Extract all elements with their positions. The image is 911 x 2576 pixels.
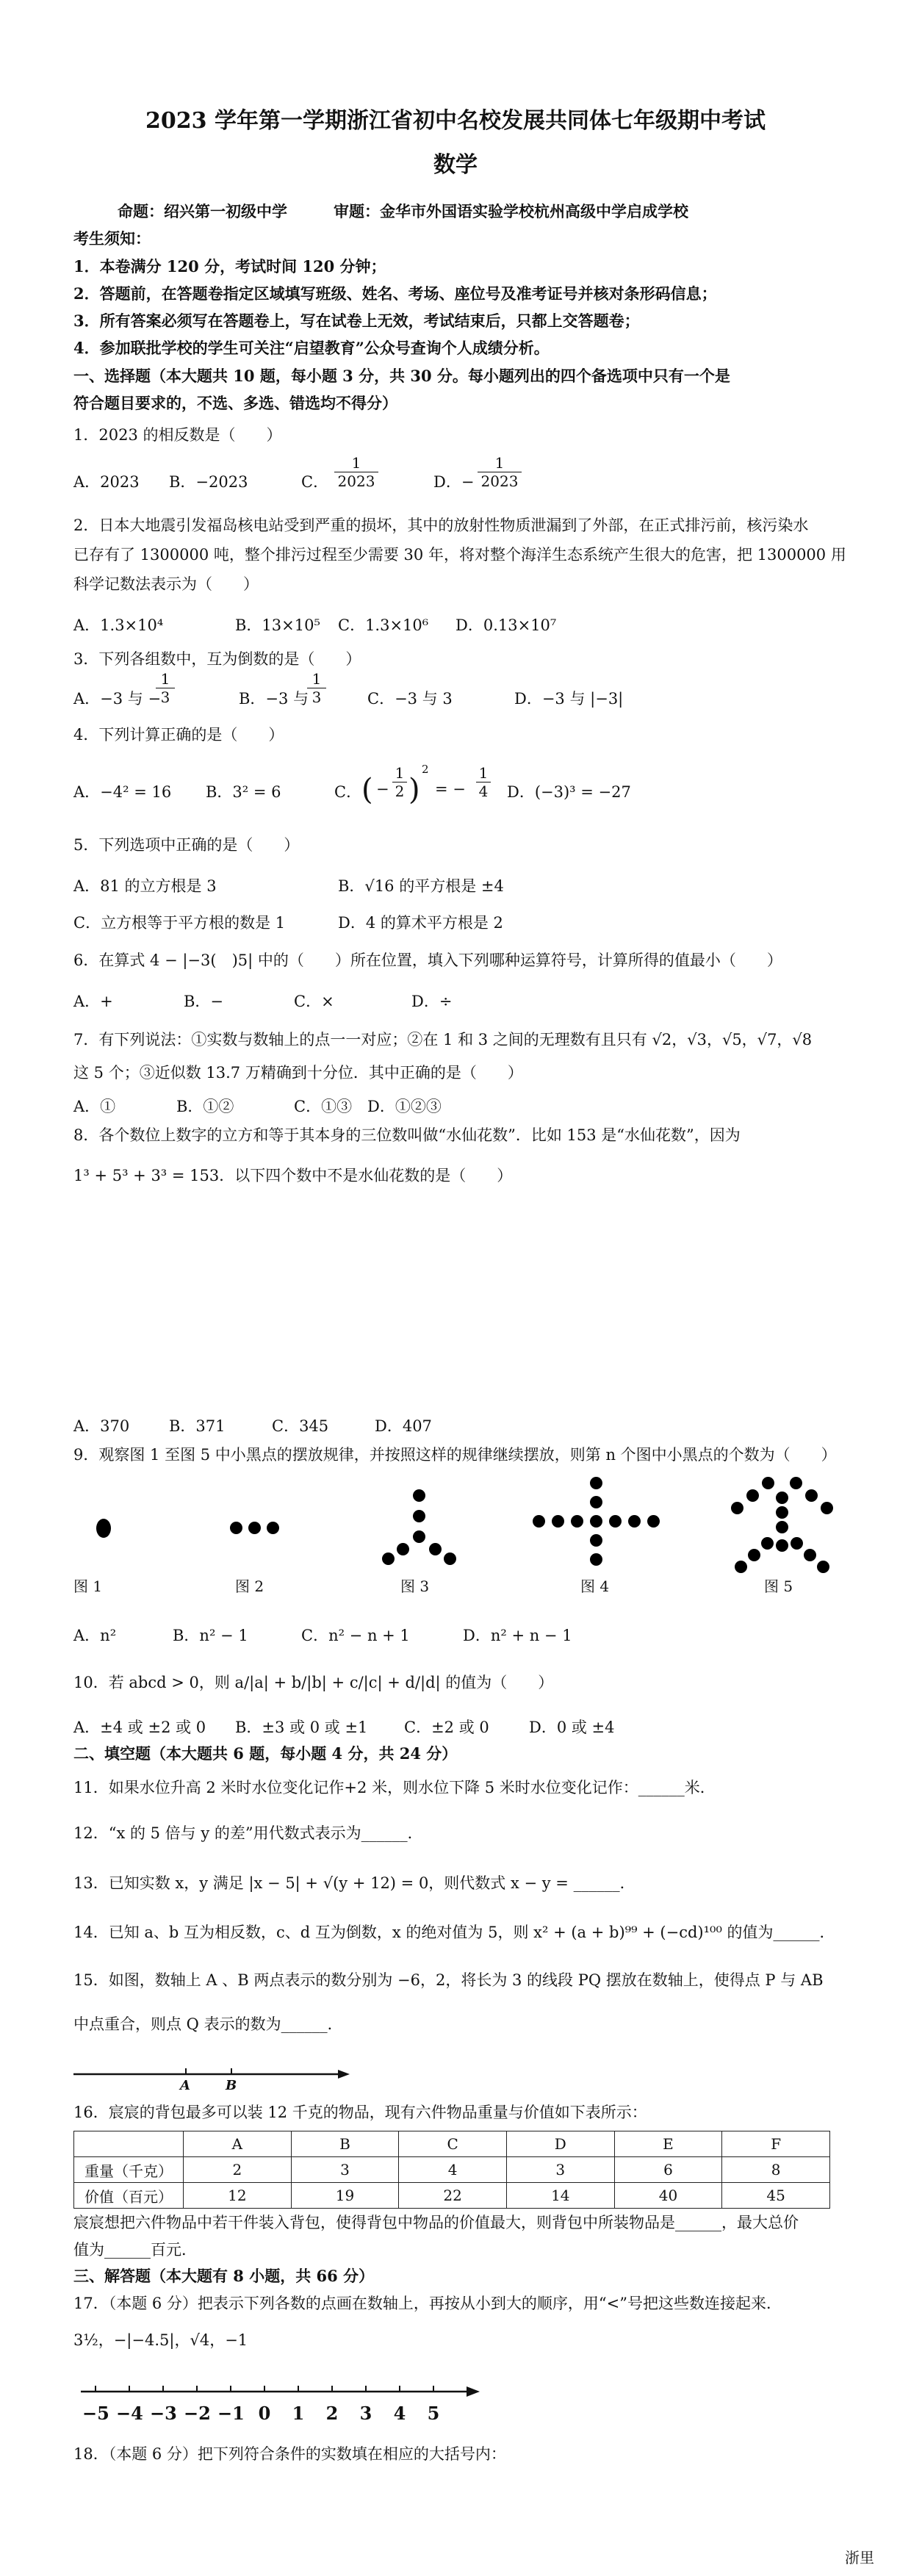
figure-5-dot [805, 1489, 818, 1502]
table-cell: F [722, 2131, 830, 2157]
question-8-cont: 1³ + 5³ + 3³ = 153．以下四个数中不是水仙花数的是（ ） [73, 1167, 513, 1184]
fraction-numerator: 1 [312, 670, 322, 688]
table-cell: 4 [399, 2157, 507, 2183]
axis-tick-label: −1 [217, 2403, 245, 2424]
q17-numbers: 3½，−|−4.5|，√4，−1 [73, 2331, 248, 2349]
fraction-denominator: 3 [307, 688, 326, 706]
axis-tick-label: 4 [393, 2403, 406, 2424]
question-3: 3．下列各组数中，互为倒数的是（ ） [73, 650, 361, 668]
figure-5-dot [776, 1539, 788, 1552]
axis-tick-label: −2 [184, 2403, 211, 2424]
q8-option-c: C．345 [272, 1417, 329, 1435]
figure-5-dot [776, 1506, 788, 1519]
q3-option-b: B．−3 与 [239, 690, 309, 708]
axis-tick-label: 1 [292, 2403, 305, 2424]
q17-number-line [73, 2377, 485, 2406]
axis-tick-label: −3 [150, 2403, 177, 2424]
figure-4-dot [552, 1515, 564, 1528]
question-5: 5．下列选项中正确的是（ ） [73, 836, 300, 854]
table-row [74, 2183, 830, 2209]
figure-4-dot [590, 1477, 602, 1489]
figure-4-dot [609, 1515, 622, 1528]
q5-option-b: B．√16 的平方根是 ±4 [338, 877, 504, 895]
q10-option-b: B．±3 或 0 或 ±1 [235, 1719, 368, 1736]
figure-2-dot [230, 1522, 242, 1534]
q10-option-d: D．0 或 ±4 [529, 1719, 615, 1736]
question-9: 9．观察图 1 至图 5 中小黑点的摆放规律，并按照这样的规律继续摆放，则第 n 个图中小黑点的个数为（ ） [73, 1446, 837, 1464]
notice-item: 3．所有答案必须写在答题卷上，写在试卷上无效，考试结束后，只都上交答题卷； [73, 312, 640, 330]
q9-option-d: D．n² + n − 1 [463, 1627, 572, 1644]
q5-option-d: D．4 的算术平方根是 2 [338, 914, 503, 932]
question-15-cont: 中点重合，则点 Q 表示的数为______． [73, 2015, 343, 2033]
section2-heading: 二、填空题（本大题共 6 题，每小题 4 分，共 24 分） [73, 1744, 458, 1763]
q6-option-b: B．− [184, 993, 224, 1010]
question-16-cont: 值为______百元． [73, 2241, 197, 2259]
table-cell: 14 [506, 2183, 614, 2209]
axis-arrow [338, 2070, 350, 2079]
table-cell: 40 [614, 2183, 722, 2209]
q1-fraction-d [478, 454, 522, 490]
table-cell: 价值（百元） [74, 2183, 184, 2209]
table-cell [74, 2131, 184, 2157]
q7-option-a: A．① [73, 1098, 116, 1115]
question-14: 14．已知 a、b 互为相反数，c、d 互为倒数，x 的绝对值为 5，则 x² + (a + b)⁹⁹ + (−cd)¹⁰⁰ 的值为______． [73, 1924, 835, 1941]
question-2-cont: 科学记数法表示为（ ） [73, 575, 259, 593]
table-cell: 22 [399, 2183, 507, 2209]
q8-option-d: D．407 [375, 1417, 432, 1435]
table-cell: 19 [291, 2183, 399, 2209]
axis-tick-label: −4 [116, 2403, 143, 2424]
table-cell: 3 [506, 2157, 614, 2183]
question-17: 17．（本题 6 分）把表示下列各数的点画在数轴上，再按从小到大的顺序，用“<”号把这些数连接起来． [73, 2295, 782, 2312]
figure-4-dot [590, 1496, 602, 1508]
q4-fraction-c-rhs [476, 764, 491, 800]
q1-option-d: D．− [433, 473, 475, 491]
q3-option-d: D．−3 与 |−3| [514, 690, 624, 708]
q4-exponent: 2 [422, 763, 429, 776]
q17-tick-labels [73, 2403, 485, 2432]
fraction-numerator: 1 [160, 670, 170, 688]
figure-5-dot [804, 1549, 816, 1561]
axis-arrow [467, 2386, 480, 2397]
fraction-denominator: 2023 [478, 472, 522, 490]
table-cell: 2 [184, 2157, 292, 2183]
q4-option-b: B．3² = 6 [206, 783, 281, 801]
fraction-numerator: 1 [478, 764, 489, 782]
figure-3-dot [413, 1510, 425, 1522]
figure-3-dot [413, 1489, 425, 1502]
question-13: 13．已知实数 x，y 满足 |x − 5| + √(y + 12) = 0，则代数式 x − y = ______． [73, 1874, 635, 1892]
question-8: 8．各个数位上数字的立方和等于其本身的三位数叫做“水仙花数”．比如 153 是“水仙花数”，因为 [73, 1126, 741, 1144]
figure-4-dot [590, 1515, 602, 1528]
q6-option-c: C．× [294, 993, 334, 1010]
fraction-numerator: 1 [494, 454, 505, 472]
figure-4-dot [628, 1515, 641, 1528]
q6-option-a: A．+ [73, 993, 113, 1010]
axis-tick-label: −5 [82, 2403, 109, 2424]
question-7: 7．有下列说法：①实数与数轴上的点一一对应；②在 1 和 3 之间的无理数有且只有 √2，√3，√5，√7，√8 [73, 1031, 813, 1048]
question-16-cont: 宸宸想把六件物品中若干件装入背包，使得背包中物品的价值最大，则背包中所装物品是______，最大总价 [73, 2214, 799, 2231]
question-16: 16．宸宸的背包最多可以装 12 千克的物品，现有六件物品重量与价值如下表所示： [73, 2104, 647, 2121]
notice-item: 4．参加联批学校的学生可关注“启望教育”公众号查询个人成绩分析。 [73, 339, 550, 357]
q2-option-c: C．1.3×10⁶ [338, 616, 429, 634]
figure-5-dot [762, 1477, 774, 1489]
figure-5-dot [791, 1537, 803, 1550]
figure-4-dot [533, 1515, 545, 1528]
q2-option-b: B．13×10⁵ [235, 616, 320, 634]
question-15: 15．如图，数轴上 A 、B 两点表示的数分别为 −6，2，将长为 3 的线段 PQ 摆放在数轴上，使得点 P 与 AB [73, 1971, 824, 1989]
figure-3-dot [444, 1553, 456, 1565]
q15-number-line [73, 2061, 353, 2098]
table-cell: 8 [722, 2157, 830, 2183]
point-a-label: A [180, 2078, 190, 2093]
axis-tick-label: 0 [258, 2403, 271, 2424]
section1-heading: 一、选择题（本大题共 10 题，每小题 3 分，共 30 分。每小题列出的四个备选项中只有一个是 [73, 367, 730, 385]
figure-5-dot [776, 1492, 788, 1504]
q4-fraction-c [392, 764, 407, 800]
subject-title: 数学 [433, 152, 478, 178]
q3-option-a: A．−3 与 − [73, 690, 162, 708]
q5-option-c: C．立方根等于平方根的数是 1 [73, 914, 286, 932]
section1-heading-cont: 符合题目要求的，不选、多选、错选均不得分） [73, 394, 397, 412]
q1-fraction-c [334, 454, 378, 490]
fraction-denominator: 3 [156, 688, 175, 706]
q8-option-b: B．371 [169, 1417, 226, 1435]
q4-c-rhs: = − [435, 780, 466, 798]
table-cell: B [291, 2131, 399, 2157]
q7-option-b: B．①② [176, 1098, 234, 1115]
figure-3-dot [397, 1543, 409, 1555]
section3-heading: 三、解答题（本大题有 8 小题，共 66 分） [73, 2267, 375, 2285]
table-cell: 6 [614, 2157, 722, 2183]
axis-tick-label: 2 [325, 2403, 339, 2424]
question-2: 2．日本大地震引发福岛核电站受到严重的损坏，其中的放射性物质泄漏到了外部，在正式排污前，核污染水 [73, 517, 809, 534]
figure-5-dot [746, 1489, 759, 1502]
q3-option-c: C．−3 与 3 [367, 690, 453, 708]
q2-option-a: A．1.3×10⁴ [73, 616, 164, 634]
figure-4-dot [571, 1515, 583, 1528]
figure-1-caption: 图 1 [73, 1577, 103, 1595]
figure-5-dot [735, 1561, 747, 1573]
table-cell: A [184, 2131, 292, 2157]
q3-fraction-b [307, 670, 326, 706]
q9-option-c: C．n² − n + 1 [301, 1627, 410, 1644]
figure-5-dot [776, 1521, 788, 1533]
figure-5-dot [761, 1537, 774, 1550]
table-cell: D [506, 2131, 614, 2157]
q4-option-d: D．(−3)³ = −27 [507, 783, 631, 801]
figure-3-caption: 图 3 [400, 1577, 430, 1595]
q4-paren-close: ) [408, 773, 420, 807]
q4-option-a: A．−4² = 16 [73, 783, 172, 801]
axis-tick-label: 3 [359, 2403, 372, 2424]
fraction-denominator: 4 [476, 782, 491, 800]
figure-5-dot [748, 1549, 760, 1561]
figure-4-dot [590, 1553, 602, 1566]
figure-5-dot [817, 1561, 829, 1573]
q8-option-a: A．370 [73, 1417, 130, 1435]
q4-option-c: C． [334, 783, 362, 801]
q7-option-d: D．①②③ [367, 1098, 442, 1115]
figure-4-dot [590, 1534, 602, 1547]
question-6: 6．在算式 4 − |−3( )5| 中的（ ）所在位置，填入下列哪种运算符号，计算所得的值最小（ ） [73, 951, 782, 969]
figure-3-dot [429, 1543, 442, 1555]
fraction-denominator: 2023 [334, 472, 378, 490]
q4-c-minus: − [376, 780, 389, 798]
q7-option-c: C．①③ [294, 1098, 353, 1115]
figure-3-dot [413, 1530, 425, 1543]
q9-option-a: A．n² [73, 1627, 117, 1644]
question-10: 10．若 abcd > 0，则 a/|a| + b/|b| + c/|c| + d/|d| 的值为（ ） [73, 1674, 554, 1691]
q10-option-a: A．±4 或 ±2 或 0 [73, 1719, 206, 1736]
fraction-numerator: 1 [351, 454, 361, 472]
q6-option-d: D．÷ [411, 993, 453, 1010]
q5-option-a: A．81 的立方根是 3 [73, 877, 217, 895]
figure-5-dot [790, 1477, 802, 1489]
q4-paren-open: ( [361, 773, 373, 807]
fraction-denominator: 2 [392, 782, 407, 800]
author-line: 命题：绍兴第一初级中学 审题：金华市外国语实验学校杭州高级中学启成学校 [118, 202, 688, 220]
question-2-cont: 已存有了 1300000 吨，整个排污过程至少需要 30 年，将对整个海洋生态系统产生很大的危害，把 1300000 用 [73, 546, 846, 564]
question-18: 18．（本题 6 分）把下列符合条件的实数填在相应的大括号内： [73, 2445, 506, 2463]
figure-5-dot [731, 1502, 743, 1514]
fraction-numerator: 1 [395, 764, 405, 782]
q10-option-c: C．±2 或 0 [404, 1719, 489, 1736]
figure-4-caption: 图 4 [580, 1577, 610, 1595]
exam-title: 2023 学年第一学期浙江省初中名校发展共同体七年级期中考试 [145, 108, 766, 134]
table-cell: 3 [291, 2157, 399, 2183]
point-b-label: B [226, 2078, 237, 2093]
figure-2-dot [248, 1522, 261, 1534]
notice-item: 1．本卷满分 120 分，考试时间 120 分钟； [73, 257, 386, 276]
question-11: 11．如果水位升高 2 米时水位变化记作+2 米，则水位下降 5 米时水位变化记作：______米． [73, 1779, 716, 1796]
figure-5-caption: 图 5 [764, 1577, 793, 1595]
table-cell: 12 [184, 2183, 292, 2209]
table-cell: C [399, 2131, 507, 2157]
notice-heading: 考生须知： [73, 229, 151, 248]
question-4: 4．下列计算正确的是（ ） [73, 726, 284, 744]
table-row [74, 2157, 830, 2183]
table-cell: 重量（千克） [74, 2157, 184, 2183]
figure-2-caption: 图 2 [235, 1577, 264, 1595]
figure-5-dot [821, 1502, 833, 1514]
q1-option-c: C． [301, 473, 329, 491]
footer-watermark: 浙里 [845, 2549, 874, 2566]
figure-2-dot [267, 1522, 279, 1534]
q1-option-b: B．−2023 [169, 473, 248, 491]
question-12: 12．“x 的 5 倍与 y 的差”用代数式表示为______． [73, 1824, 423, 1842]
q16-table [73, 2131, 830, 2209]
table-cell: 45 [722, 2183, 830, 2209]
q1-option-a: A．2023 [73, 473, 140, 491]
figure-4-dot [647, 1515, 660, 1528]
figure-3-dot [382, 1553, 395, 1565]
axis-tick-label: 5 [427, 2403, 440, 2424]
table-cell: E [614, 2131, 722, 2157]
figure-1-dot [96, 1519, 111, 1538]
question-7-cont: 这 5 个；③近似数 13.7 万精确到十分位．其中正确的是（ ） [73, 1064, 523, 1082]
q3-fraction-a [156, 670, 175, 706]
notice-item: 2．答题前，在答题卷指定区域填写班级、姓名、考场、座位号及准考证号并核对条形码信息； [73, 284, 717, 303]
table-header-row [74, 2131, 830, 2157]
question-1: 1．2023 的相反数是（ ） [73, 426, 282, 444]
q9-option-b: B．n² − 1 [173, 1627, 248, 1644]
q2-option-d: D．0.13×10⁷ [455, 616, 557, 634]
